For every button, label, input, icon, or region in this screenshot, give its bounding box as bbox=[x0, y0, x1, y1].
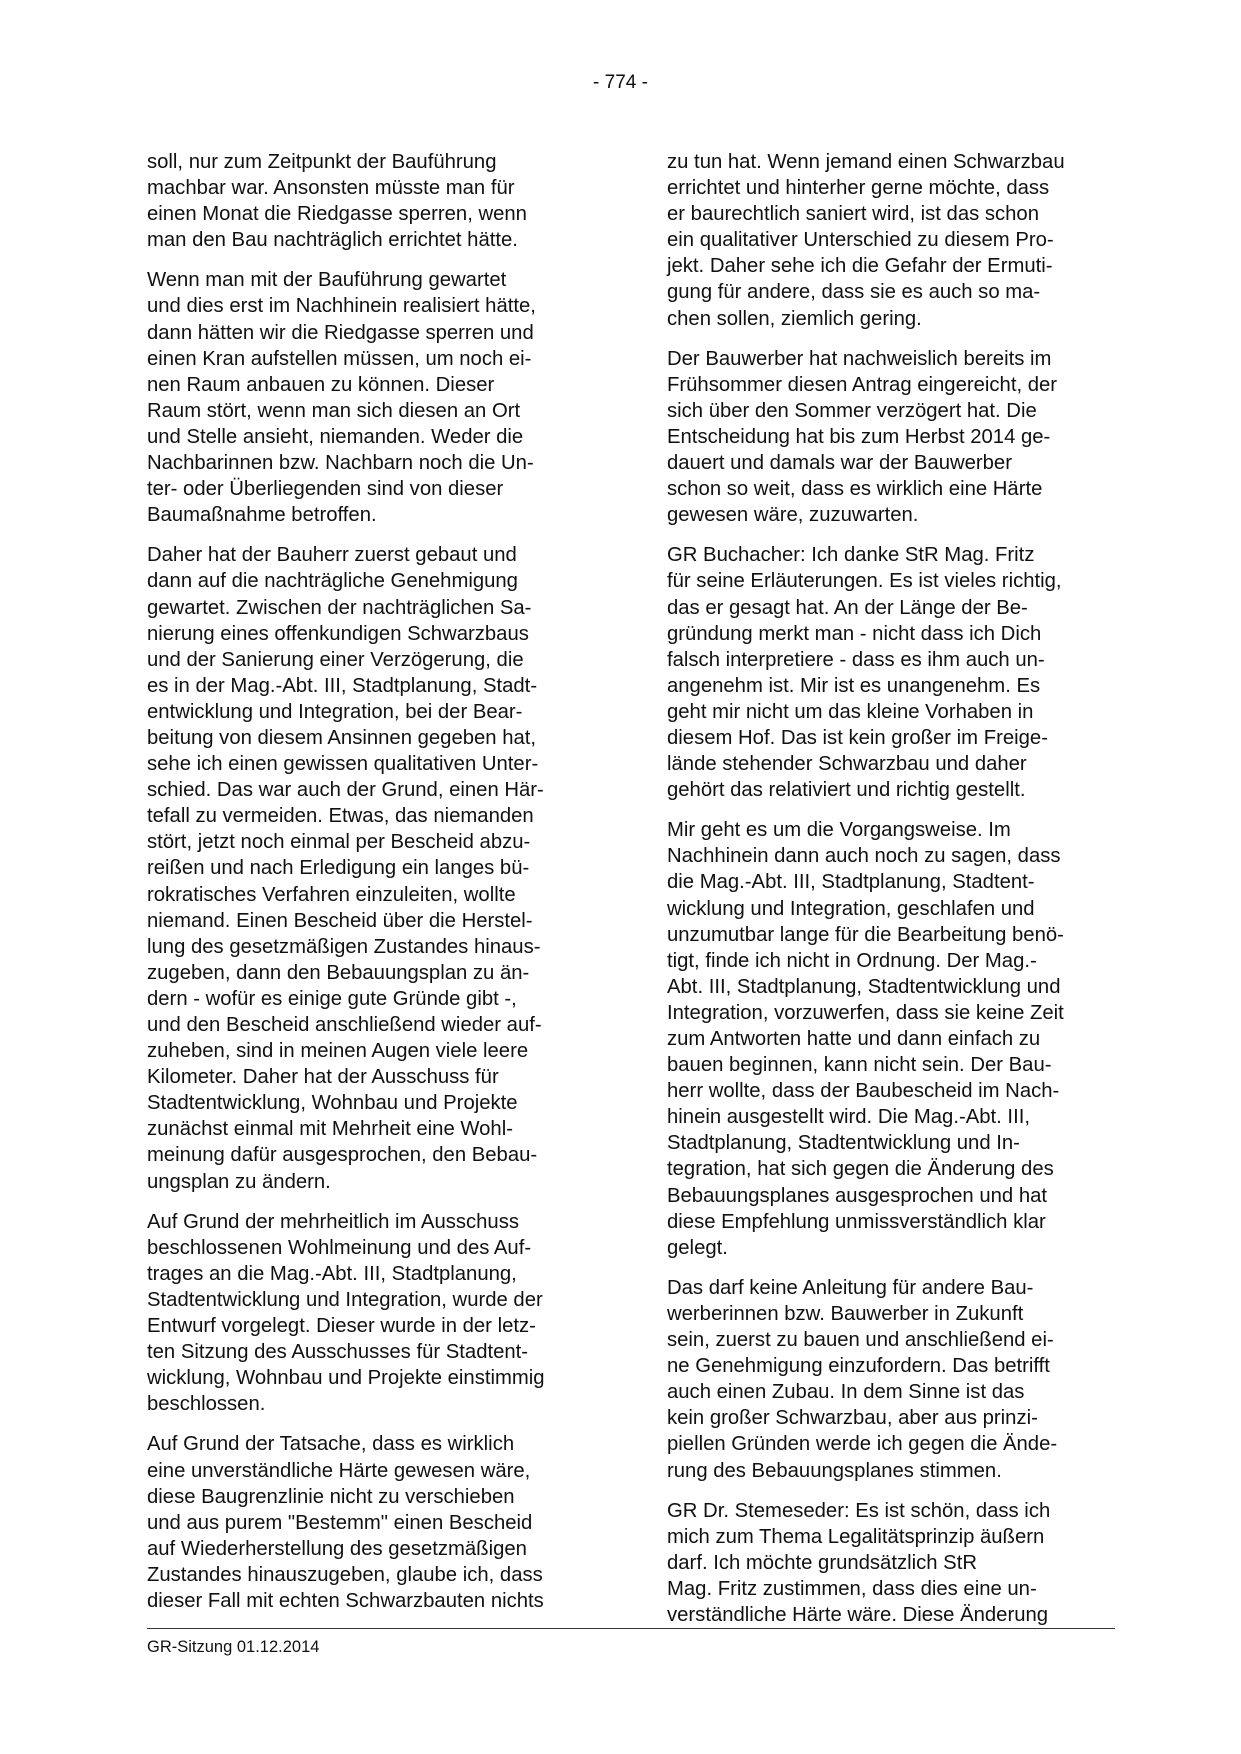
text-line: ten Sitzung des Ausschusses für Stadtent- bbox=[147, 1341, 529, 1364]
footer-divider bbox=[147, 1628, 1115, 1629]
text-line: es in der Mag.-Abt. III, Stadtplanung, Stadt- bbox=[147, 674, 538, 697]
paragraph bbox=[147, 1431, 591, 1614]
text-line: chen sollen, ziemlich gering. bbox=[667, 307, 922, 330]
paragraph bbox=[667, 1498, 1111, 1628]
text-line: ungsplan zu ändern. bbox=[147, 1170, 331, 1193]
text-line: dieser Fall mit echten Schwarzbauten nichts bbox=[147, 1589, 544, 1612]
text-line: soll, nur zum Zeitpunkt der Bauführung bbox=[147, 151, 497, 173]
text-line: zugeben, dann den Bebauungsplan zu än- bbox=[147, 961, 530, 984]
footer-session-date: GR-Sitzung 01.12.2014 bbox=[147, 1638, 320, 1656]
paragraph bbox=[147, 149, 591, 253]
text-line: Raum stört, wenn man sich diesen an Ort bbox=[147, 399, 521, 422]
text-line: herr wollte, dass der Baubescheid im Nach- bbox=[667, 1080, 1060, 1103]
text-line: verständliche Härte wäre. Diese Änderung bbox=[667, 1603, 1049, 1626]
text-line: Abt. III, Stadtplanung, Stadtentwicklung und bbox=[667, 975, 1061, 998]
text-line: und Stelle ansieht, niemanden. Weder die bbox=[147, 425, 524, 448]
text-line: diese Empfehlung unmissverständlich klar bbox=[667, 1210, 1046, 1233]
text-line: dann hätten wir die Riedgasse sperren und bbox=[147, 321, 534, 344]
text-line: zu tun hat. Wenn jemand einen Schwarzbau bbox=[667, 151, 1065, 173]
text-line: dauert und damals war der Bauwerber bbox=[667, 452, 1012, 475]
text-line: für seine Erläuterungen. Es ist vieles richtig, bbox=[667, 570, 1062, 593]
text-line: wicklung und Integration, geschlafen und bbox=[667, 897, 1035, 920]
page-number: - 774 - bbox=[593, 72, 648, 93]
text-line: Stadtentwicklung und Integration, wurde der bbox=[147, 1288, 543, 1311]
text-line: Auf Grund der mehrheitlich im Ausschuss bbox=[147, 1210, 519, 1233]
text-line: falsch interpretiere - dass es ihm auch un- bbox=[667, 648, 1045, 671]
text-line: machbar war. Ansonsten müsste man für bbox=[147, 177, 515, 200]
text-line: trages an die Mag.-Abt. III, Stadtplanung, bbox=[147, 1262, 517, 1285]
text-line: gung für andere, dass sie es auch so ma- bbox=[667, 281, 1041, 304]
text-line: man den Bau nachträglich errichtet hätte. bbox=[147, 229, 518, 252]
text-line: sehe ich einen gewissen qualitativen Unter- bbox=[147, 753, 539, 776]
text-line: Mir geht es um die Vorgangsweise. Im bbox=[667, 819, 1011, 842]
paragraph bbox=[667, 346, 1111, 529]
text-line: lung des gesetzmäßigen Zustandes hinaus- bbox=[147, 935, 541, 958]
text-line: meinung dafür ausgesprochen, den Bebau- bbox=[147, 1144, 538, 1167]
text-line: angenehm ist. Mir ist es unangenehm. Es bbox=[667, 674, 1041, 697]
text-line: Wenn man mit der Bauführung gewartet bbox=[147, 269, 507, 292]
text-line: bauen beginnen, kann nicht sein. Der Bau- bbox=[667, 1054, 1052, 1077]
text-line: zuheben, sind in meinen Augen viele leere bbox=[147, 1040, 529, 1063]
text-line: sein, zuerst zu bauen und anschließend ei- bbox=[667, 1329, 1054, 1352]
text-line: Daher hat der Bauherr zuerst gebaut und bbox=[147, 544, 517, 567]
text-line: gelegt. bbox=[667, 1236, 728, 1259]
paragraph bbox=[667, 817, 1111, 1261]
text-line: mich zum Thema Legalitätsprinzip äußern bbox=[667, 1525, 1045, 1548]
paragraph bbox=[667, 149, 1111, 332]
text-line: Stadtentwicklung, Wohnbau und Projekte bbox=[147, 1092, 518, 1115]
text-line: lände stehender Schwarzbau und daher bbox=[667, 753, 1027, 776]
text-line: Nachbarinnen bzw. Nachbarn noch die Un- bbox=[147, 452, 534, 475]
text-line: Mag. Fritz zustimmen, dass dies eine un- bbox=[667, 1577, 1037, 1600]
text-line: diesem Hof. Das ist kein großer im Freige- bbox=[667, 726, 1048, 749]
text-line: zunächst einmal mit Mehrheit eine Wohl- bbox=[147, 1118, 513, 1141]
text-line: tefall zu vermeiden. Etwas, das niemanden bbox=[147, 805, 534, 828]
text-line: und dies erst im Nachhinein realisiert hätte, bbox=[147, 295, 536, 318]
text-line: die Mag.-Abt. III, Stadtplanung, Stadtent- bbox=[667, 871, 1035, 894]
text-line: und aus purem "Bestemm" einen Bescheid bbox=[147, 1511, 533, 1534]
text-line: und der Sanierung einer Verzögerung, die bbox=[147, 648, 524, 671]
text-line: Stadtplanung, Stadtentwicklung und In- bbox=[667, 1132, 1020, 1155]
text-line: GR Dr. Stemeseder: Es ist schön, dass ich bbox=[667, 1499, 1051, 1522]
text-line: nierung eines offenkundigen Schwarzbaus bbox=[147, 622, 529, 645]
text-line: hinein ausgestellt wird. Die Mag.-Abt. III, bbox=[667, 1106, 1030, 1129]
paragraph bbox=[147, 267, 591, 528]
text-line: geht mir nicht um das kleine Vorhaben in bbox=[667, 700, 1034, 723]
text-line: dann auf die nachträgliche Genehmigung bbox=[147, 570, 518, 593]
text-line: nen Raum anbauen zu können. Dieser bbox=[147, 373, 495, 396]
text-line: tigt, finde ich nicht in Ordnung. Der Mag.- bbox=[667, 949, 1037, 972]
text-line: auch einen Zubau. In dem Sinne ist das bbox=[667, 1381, 1025, 1404]
text-line: reißen und nach Erledigung ein langes bü- bbox=[147, 857, 530, 880]
text-line: jekt. Daher sehe ich die Gefahr der Ermuti- bbox=[667, 255, 1053, 278]
text-line: piellen Gründen werde ich gegen die Ände- bbox=[667, 1433, 1058, 1456]
text-line: auf Wiederherstellung des gesetzmäßigen bbox=[147, 1537, 527, 1560]
text-line: gewesen wäre, zuzuwarten. bbox=[667, 504, 919, 527]
text-line: errichtet und hinterher gerne möchte, dass bbox=[667, 177, 1050, 200]
text-line: diese Baugrenzlinie nicht zu verschieben bbox=[147, 1485, 515, 1508]
left-column bbox=[147, 149, 591, 1628]
text-line: werberinnen bzw. Bauwerber in Zukunft bbox=[667, 1302, 1024, 1325]
text-line: Entwurf vorgelegt. Dieser wurde in der letz- bbox=[147, 1315, 536, 1338]
text-line: beschlossen. bbox=[147, 1393, 266, 1416]
paragraph bbox=[147, 542, 591, 1194]
text-line: schon so weit, dass es wirklich eine Härte bbox=[667, 478, 1043, 501]
text-line: Zustandes hinauszugeben, glaube ich, dass bbox=[147, 1563, 543, 1586]
text-line: Entscheidung hat bis zum Herbst 2014 ge- bbox=[667, 425, 1051, 448]
text-line: Auf Grund der Tatsache, dass es wirklich bbox=[147, 1433, 515, 1456]
text-line: GR Buchacher: Ich danke StR Mag. Fritz bbox=[667, 544, 1035, 567]
text-line: ne Genehmigung einzufordern. Das betrifft bbox=[667, 1355, 1050, 1378]
text-line: rung des Bebauungsplanes stimmen. bbox=[667, 1459, 1002, 1482]
text-line: dern - wofür es einige gute Gründe gibt -, bbox=[147, 987, 517, 1010]
text-line: ter- oder Überliegenden sind von dieser bbox=[147, 478, 504, 501]
text-line: Frühsommer diesen Antrag eingereicht, der bbox=[667, 373, 1058, 396]
text-line: gehört das relativiert und richtig gestellt. bbox=[667, 779, 1026, 802]
text-line: einen Monat die Riedgasse sperren, wenn bbox=[147, 203, 527, 226]
text-line: schied. Das war auch der Grund, einen Här- bbox=[147, 779, 544, 802]
text-line: beschlossenen Wohlmeinung und des Auf- bbox=[147, 1236, 532, 1259]
text-line: er baurechtlich saniert wird, ist das schon bbox=[667, 203, 1039, 226]
text-line: Nachhinein dann auch noch zu sagen, dass bbox=[667, 845, 1061, 868]
text-line: niemand. Einen Bescheid über die Herstel- bbox=[147, 909, 533, 932]
text-line: Kilometer. Daher hat der Ausschuss für bbox=[147, 1066, 499, 1089]
text-line: das er gesagt hat. An der Länge der Be- bbox=[667, 596, 1028, 619]
text-line: rokratisches Verfahren einzuleiten, wollte bbox=[147, 883, 516, 906]
text-line: gründung merkt man - nicht dass ich Dich bbox=[667, 622, 1042, 645]
text-line: kein großer Schwarzbau, aber aus prinzi- bbox=[667, 1407, 1038, 1430]
text-line: Der Bauwerber hat nachweislich bereits im bbox=[667, 347, 1052, 370]
text-line: und den Bescheid anschließend wieder auf- bbox=[147, 1014, 542, 1036]
text-line: tegration, hat sich gegen die Änderung des bbox=[667, 1158, 1054, 1181]
text-line: ein qualitativer Unterschied zu diesem Pro- bbox=[667, 229, 1054, 252]
text-line: stört, jetzt noch einmal per Bescheid abzu- bbox=[147, 831, 531, 854]
paragraph bbox=[147, 1209, 591, 1418]
text-line: Baumaßnahme betroffen. bbox=[147, 504, 377, 527]
text-line: gewartet. Zwischen der nachträglichen Sa- bbox=[147, 596, 532, 619]
text-line: Das darf keine Anleitung für andere Bau- bbox=[667, 1276, 1034, 1299]
right-column bbox=[667, 149, 1111, 1642]
text-line: beitung von diesem Ansinnen gegeben hat, bbox=[147, 726, 537, 749]
text-line: entwicklung und Integration, bei der Bear- bbox=[147, 700, 523, 723]
paragraph bbox=[667, 542, 1111, 803]
text-line: darf. Ich möchte grundsätzlich StR bbox=[667, 1551, 977, 1574]
text-line: eine unverständliche Härte gewesen wäre, bbox=[147, 1459, 531, 1482]
text-line: sich über den Sommer verzögert hat. Die bbox=[667, 399, 1037, 422]
text-line: zum Antworten hatte und dann einfach zu bbox=[667, 1028, 1041, 1050]
text-line: Bebauungsplanes ausgesprochen und hat bbox=[667, 1184, 1048, 1207]
paragraph bbox=[667, 1275, 1111, 1484]
text-line: einen Kran aufstellen müssen, um noch ei- bbox=[147, 347, 532, 370]
text-line: Integration, vorzuwerfen, dass sie keine Zeit bbox=[667, 1001, 1064, 1024]
text-line: wicklung, Wohnbau und Projekte einstimmig bbox=[147, 1367, 545, 1390]
text-line: unzumutbar lange für die Bearbeitung benö- bbox=[667, 923, 1064, 946]
